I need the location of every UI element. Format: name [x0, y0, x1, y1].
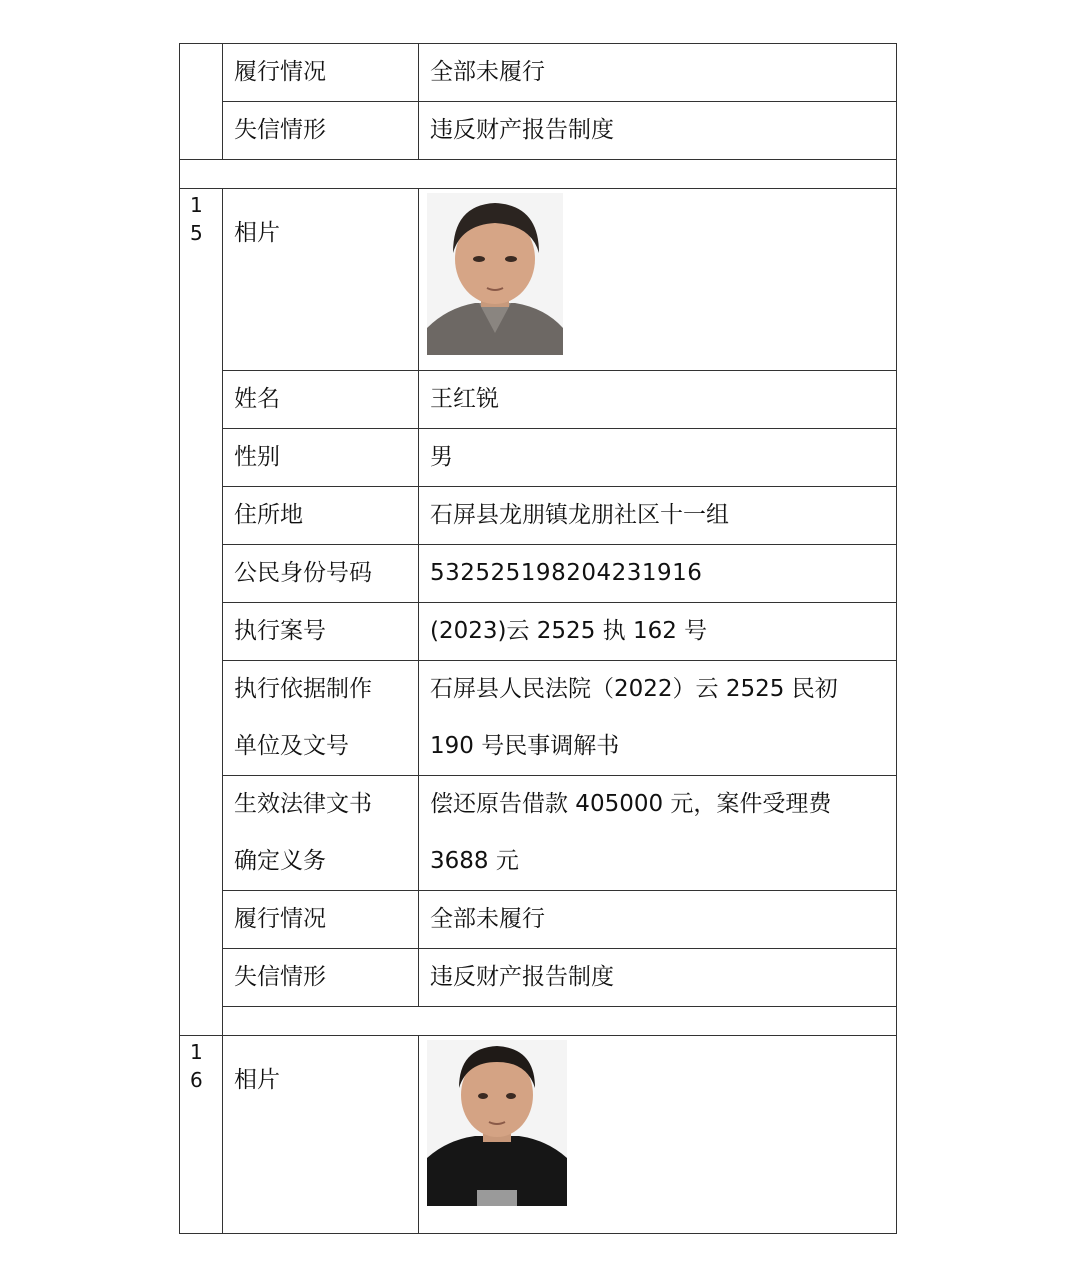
table-row [180, 949, 897, 1007]
value-line: 石屏县人民法院（2022）云 2525 民初 [430, 676, 838, 702]
table-row [180, 603, 897, 661]
field-value [419, 661, 897, 776]
separator-row [180, 1007, 897, 1036]
field-label [223, 776, 419, 891]
field-label: 失信情形 [223, 102, 419, 160]
photo-label: 相片 [223, 189, 419, 371]
index-digit: 1 [190, 1040, 203, 1064]
field-value: 男 [419, 429, 897, 487]
field-label: 公民身份号码 [223, 545, 419, 603]
field-value: 王红锐 [419, 371, 897, 429]
person-photo [427, 193, 563, 355]
index-digit: 6 [190, 1068, 203, 1092]
table-row [180, 776, 897, 891]
label-line: 确定义务 [234, 848, 326, 874]
field-value: 违反财产报告制度 [419, 949, 897, 1007]
table-row [180, 44, 897, 102]
field-label: 性别 [223, 429, 419, 487]
index-cell [180, 44, 223, 160]
field-value: 违反财产报告制度 [419, 102, 897, 160]
table-row [180, 545, 897, 603]
field-label: 失信情形 [223, 949, 419, 1007]
field-label: 执行案号 [223, 603, 419, 661]
table-row [180, 891, 897, 949]
photo-cell [419, 1036, 897, 1234]
field-label: 履行情况 [223, 891, 419, 949]
table-row [180, 1036, 897, 1234]
table-row [180, 371, 897, 429]
dishonest-persons-table [179, 43, 897, 1234]
field-value: 全部未履行 [419, 891, 897, 949]
photo-cell [419, 189, 897, 371]
field-value: (2023)云 2525 执 162 号 [419, 603, 897, 661]
field-label: 住所地 [223, 487, 419, 545]
field-label [223, 661, 419, 776]
separator-row [180, 160, 897, 189]
index-digit: 1 [190, 193, 203, 217]
field-value: 全部未履行 [419, 44, 897, 102]
person-photo [427, 1040, 567, 1206]
label-line: 单位及文号 [234, 733, 349, 759]
field-value [419, 776, 897, 891]
table-row [180, 189, 897, 371]
field-label: 姓名 [223, 371, 419, 429]
table-row [180, 102, 897, 160]
photo-label: 相片 [223, 1036, 419, 1234]
value-line: 偿还原告借款 405000 元，案件受理费 [430, 791, 832, 817]
label-line: 执行依据制作 [234, 676, 372, 702]
table-row [180, 661, 897, 776]
field-label: 履行情况 [223, 44, 419, 102]
record-index [180, 189, 223, 1036]
field-value: 石屏县龙朋镇龙朋社区十一组 [419, 487, 897, 545]
index-digit: 5 [190, 221, 203, 245]
label-line: 生效法律文书 [234, 791, 372, 817]
value-line: 190 号民事调解书 [430, 733, 620, 759]
value-line: 3688 元 [430, 848, 519, 874]
record-index [180, 1036, 223, 1234]
table-row [180, 429, 897, 487]
table-row [180, 487, 897, 545]
field-value: 532525198204231916 [419, 545, 897, 603]
